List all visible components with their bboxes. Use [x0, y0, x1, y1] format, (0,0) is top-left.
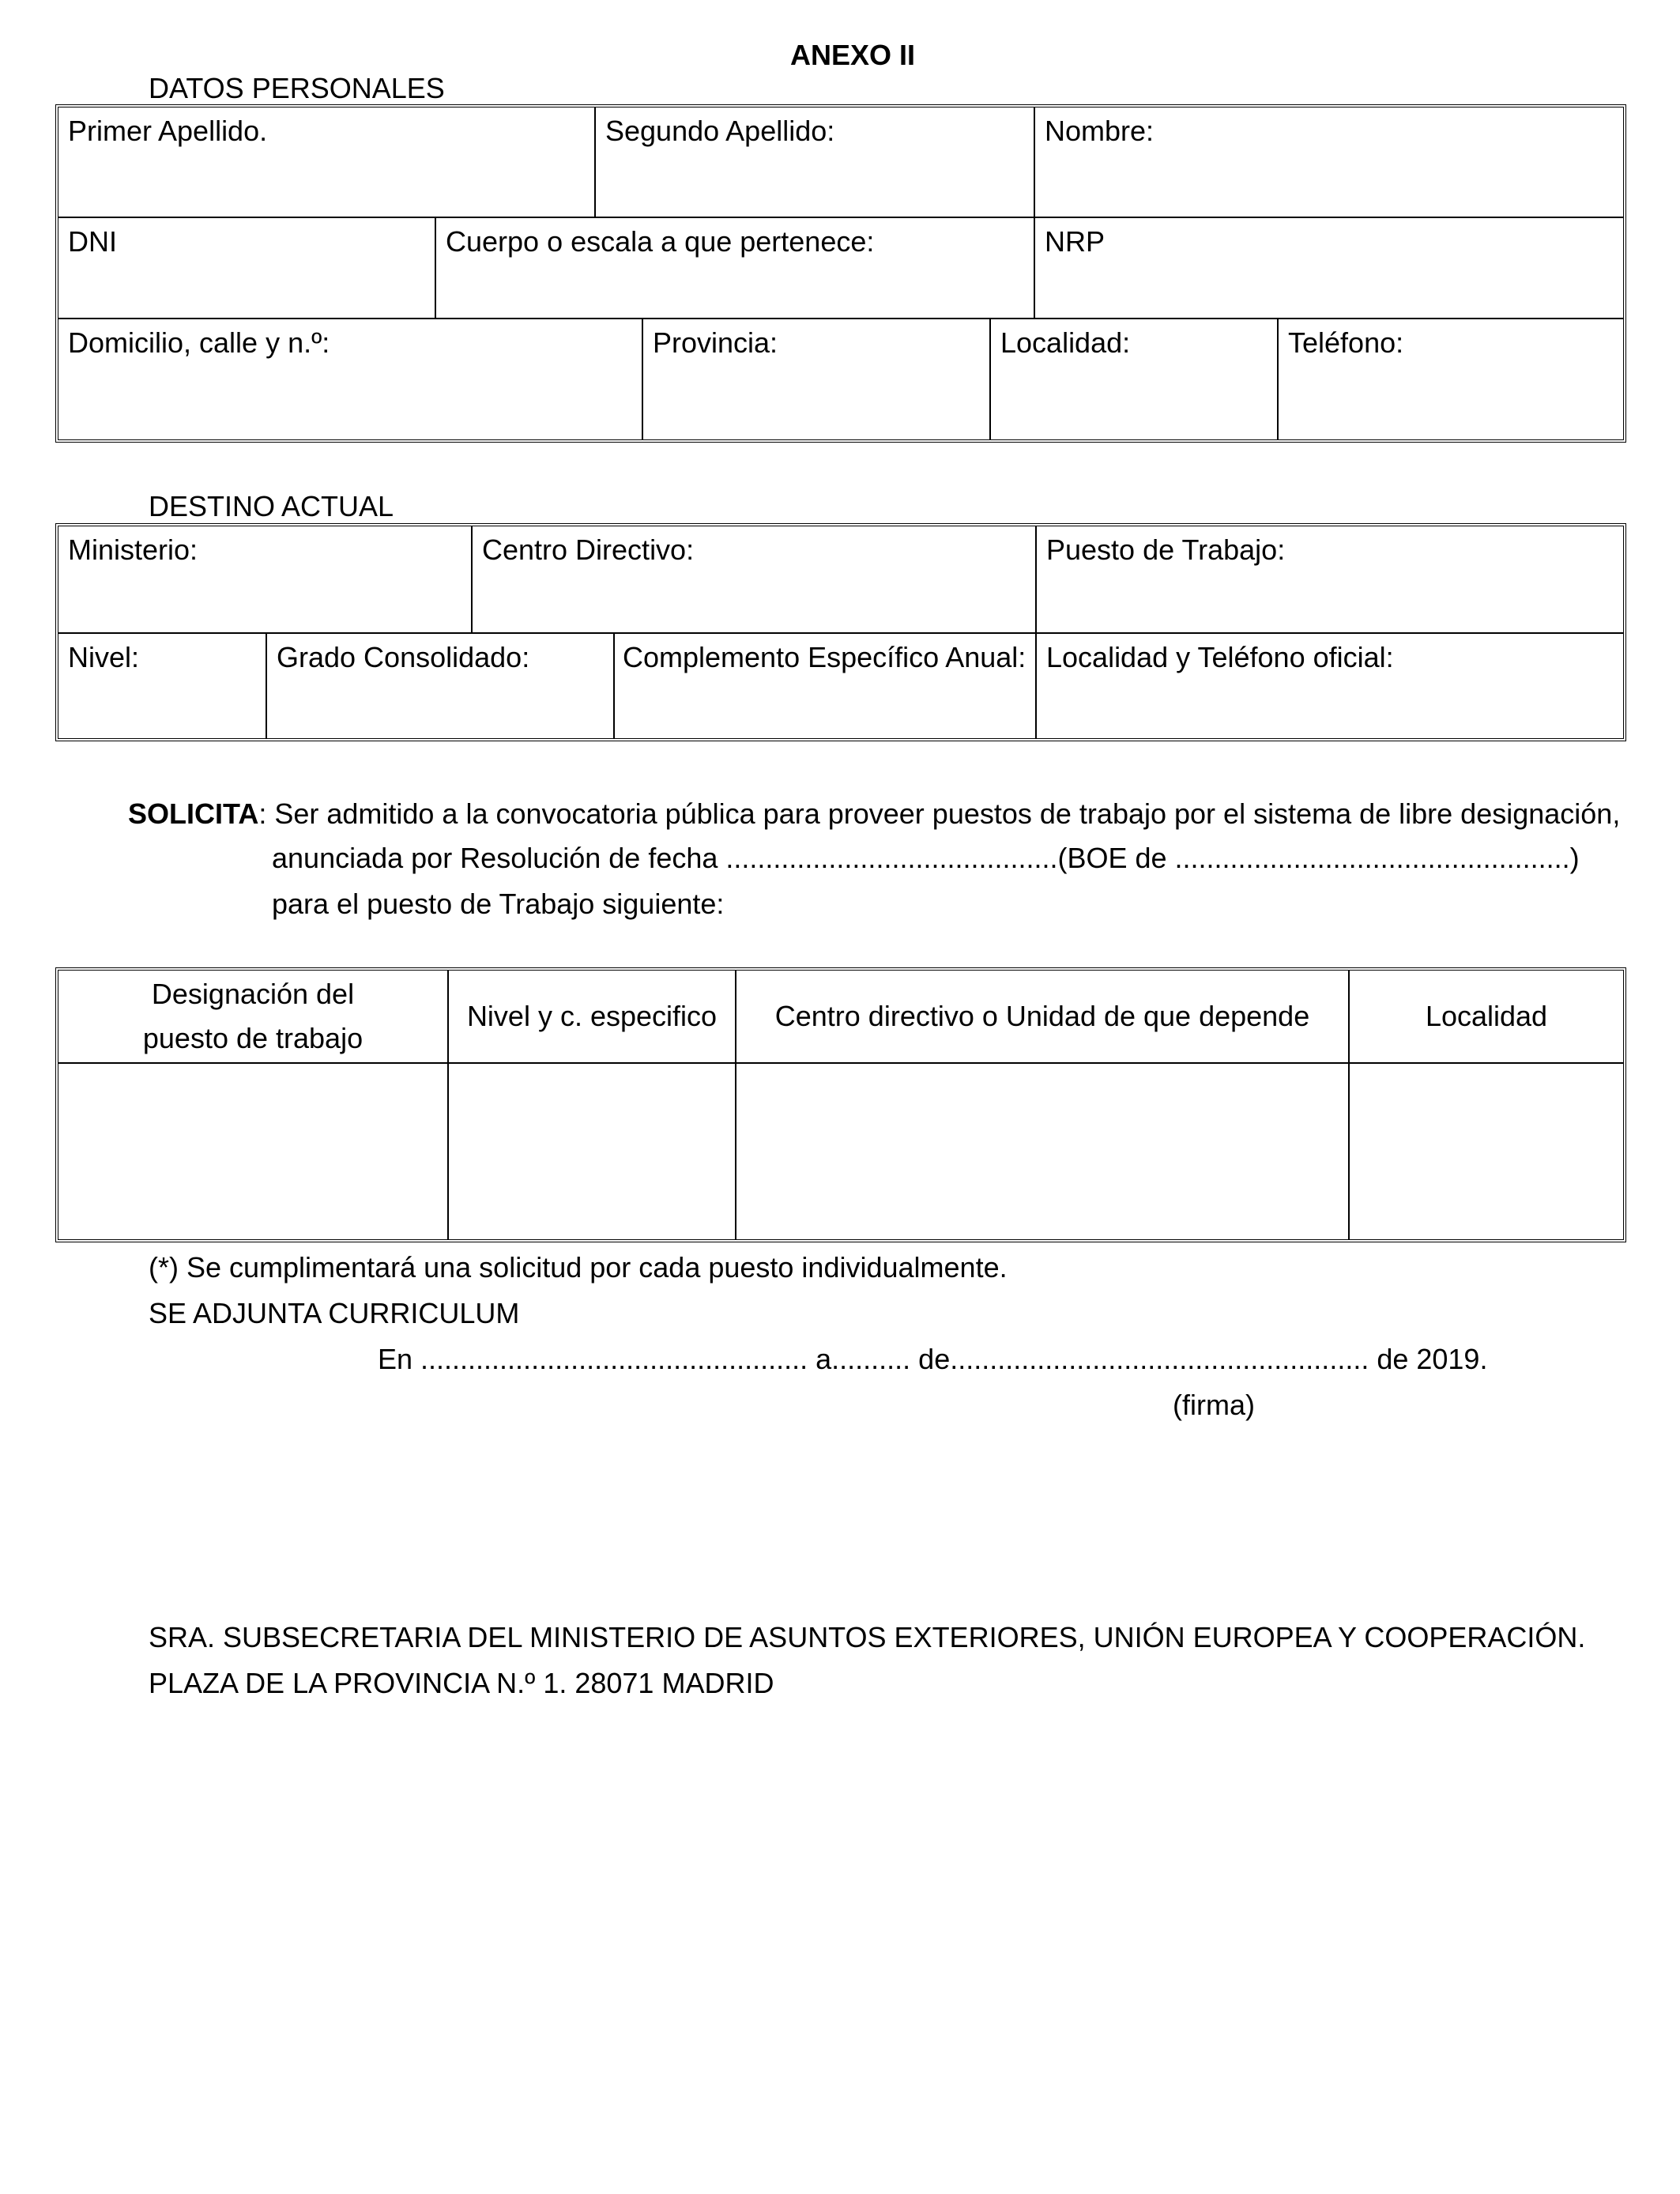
datos-personales-table — [55, 104, 1626, 443]
table-header-nivel — [449, 971, 736, 1064]
field-cuerpo-escala[interactable] — [436, 218, 1035, 319]
field-label: Localidad: — [1000, 326, 1131, 359]
field-centro-directivo[interactable] — [473, 526, 1037, 634]
field-complemento-especifico[interactable] — [615, 634, 1037, 738]
table-header-designacion — [58, 971, 449, 1064]
field-label: Complemento Específico Anual: — [623, 641, 1026, 673]
field-label: Localidad y Teléfono oficial: — [1046, 641, 1394, 673]
solicita-paragraph-line1 — [128, 797, 1621, 830]
addressee-line2: PLAZA DE LA PROVINCIA N.º 1. 28071 MADRID — [149, 1667, 774, 1699]
se-adjunta-curriculum: SE ADJUNTA CURRICULUM — [149, 1297, 520, 1329]
field-nrp[interactable] — [1035, 218, 1623, 319]
field-label: Teléfono: — [1288, 326, 1404, 359]
field-label: Grado Consolidado: — [277, 641, 530, 673]
table-cell-nivel[interactable] — [449, 1064, 736, 1239]
field-label: Nombre: — [1045, 115, 1155, 147]
puesto-table — [55, 967, 1626, 1242]
table-cell-localidad[interactable] — [1350, 1064, 1623, 1239]
field-provincia[interactable] — [643, 319, 991, 439]
section-heading-datos-personales: DATOS PERSONALES — [149, 72, 445, 104]
field-label: Nivel: — [68, 641, 140, 673]
field-label: Centro Directivo: — [482, 533, 695, 566]
field-label: Provincia: — [653, 326, 778, 359]
field-label: NRP — [1045, 225, 1106, 258]
table-header-label: Centro directivo o Unidad de que depende — [774, 1000, 1310, 1033]
table-header-centro-directivo — [736, 971, 1350, 1064]
firma-label: (firma) — [1173, 1389, 1255, 1421]
field-localidad[interactable] — [991, 319, 1279, 439]
table-header-localidad — [1350, 971, 1623, 1064]
field-ministerio[interactable] — [58, 526, 473, 634]
solicita-text: : Ser admitido a la convocatoria pública para proveer puestos de trabajo por el sistema de libre designación, — [258, 797, 1621, 830]
field-label: Domicilio, calle y n.º: — [68, 326, 330, 359]
field-telefono[interactable] — [1279, 319, 1623, 439]
field-label: Primer Apellido. — [68, 115, 268, 147]
place-date-line: En ................................................. a.......... de..................................................... de 2019. — [378, 1343, 1488, 1375]
table-header-label: Nivel y c. especifico — [466, 1000, 718, 1033]
field-label: DNI — [68, 225, 117, 258]
field-puesto-de-trabajo[interactable] — [1037, 526, 1623, 634]
field-grado-consolidado[interactable] — [267, 634, 615, 738]
field-nivel[interactable] — [58, 634, 267, 738]
page-title: ANEXO II — [790, 39, 916, 71]
field-nombre[interactable] — [1035, 107, 1623, 218]
footnote: (*) Se cumplimentará una solicitud por cada puesto individualmente. — [149, 1251, 1008, 1284]
solicita-paragraph-line3: para el puesto de Trabajo siguiente: — [272, 888, 725, 920]
field-label: Segundo Apellido: — [605, 115, 835, 147]
field-domicilio[interactable] — [58, 319, 643, 439]
addressee-line1: SRA. SUBSECRETARIA DEL MINISTERIO DE ASUNTOS EXTERIORES, UNIÓN EUROPEA Y COOPERACIÓN. — [149, 1621, 1586, 1653]
field-primer-apellido[interactable] — [58, 107, 596, 218]
field-label: Ministerio: — [68, 533, 198, 566]
field-dni[interactable] — [58, 218, 436, 319]
solicita-paragraph-line2: anunciada por Resolución de fecha ..........................................(BOE de ..................................................) — [272, 842, 1580, 874]
solicita-label: SOLICITA — [128, 797, 259, 830]
field-localidad-telefono-oficial[interactable] — [1037, 634, 1623, 738]
field-label: Cuerpo o escala a que pertenece: — [446, 225, 875, 258]
field-label: Puesto de Trabajo: — [1046, 533, 1286, 566]
table-cell-designacion[interactable] — [58, 1064, 449, 1239]
destino-actual-table — [55, 523, 1626, 741]
section-heading-destino-actual: DESTINO ACTUAL — [149, 490, 394, 522]
table-header-label: Designación del puesto de trabajo — [142, 978, 363, 1054]
table-cell-centro-directivo[interactable] — [736, 1064, 1350, 1239]
table-header-label: Localidad — [1425, 1000, 1548, 1033]
field-segundo-apellido[interactable] — [596, 107, 1035, 218]
